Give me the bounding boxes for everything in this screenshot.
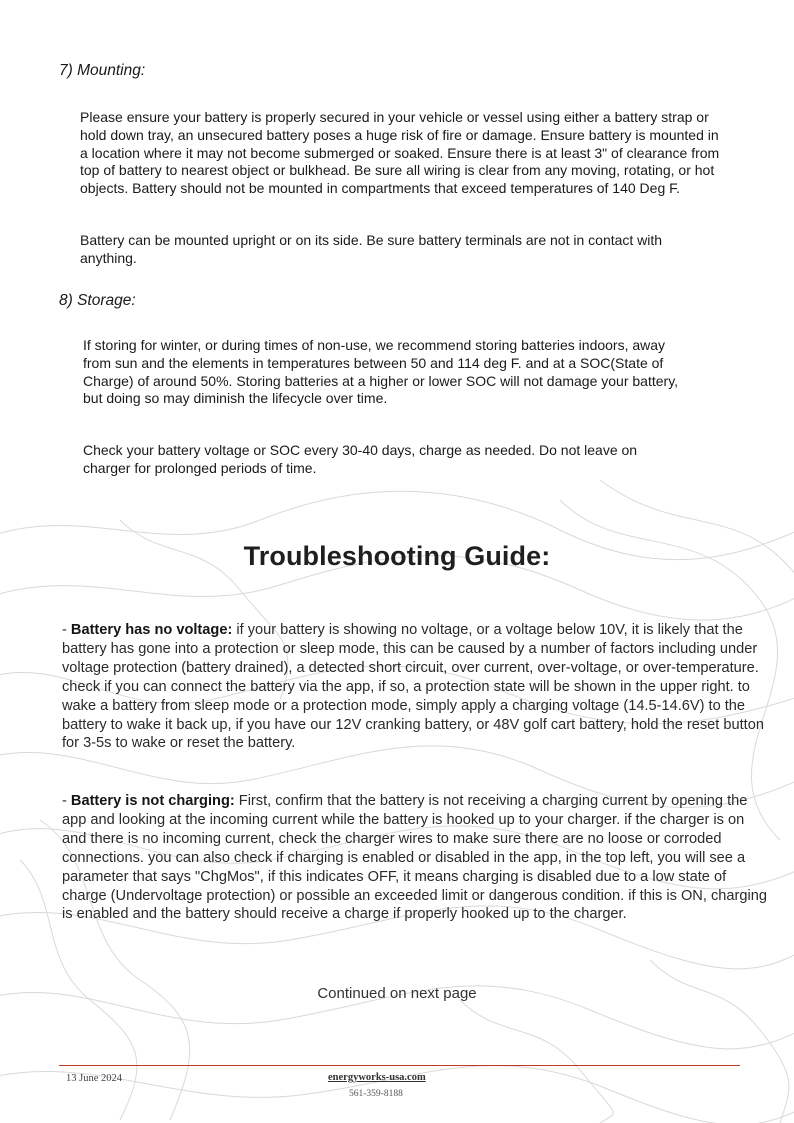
storage-paragraph-1: If storing for winter, or during times of non-use, we recommend storing batteries indoors, away from sun and the elements in temperatures between 50 and 114 deg F. and at a SOC(State of Charge) of around 50%. Storing batteries at a higher or lower SOC will not damage your battery, but doing so may diminish the lifecycle over time. <box>83 337 679 407</box>
mounting-paragraph-2: Battery can be mounted upright or on its side. Be sure battery terminals are not in contact with anything. <box>80 232 663 266</box>
item-text: First, confirm that the battery is not receiving a charging current by opening the app and looking at the incoming current while the battery is hooked up to your charger. if the charger is on and there is no incoming current, check the charger wires to make sure there are no loose or corroded connections. you can also check if charging is enabled or disabled in the app, in the top left, you will see a parameter that says "ChgMos", if this indicates OFF, it means charging is disabled due to a low state of charge (Undervoltage protection) or possible an exceeded limit or dangerous condition. if this is ON, charging is enabled and the battery should receive a charge if properly hooked up to the charger. <box>62 793 767 923</box>
mounting-heading: 7) Mounting: <box>59 62 146 79</box>
troubleshooting-item-no-voltage <box>62 621 770 753</box>
footer-website-link[interactable]: energyworks-usa.com <box>328 1072 426 1083</box>
footer-phone: 561-359-8188 <box>349 1089 403 1099</box>
item-prefix: - <box>62 622 71 638</box>
footer-divider <box>59 1065 740 1066</box>
item-text: if your battery is showing no voltage, or a voltage below 10V, it is likely that the battery has gone into a protection or sleep mode, this can be caused by a number of factors including under voltage protection (battery drained), a detected short circuit, over current, over-voltage, or over-temperature. check if you can connect the battery via the app, if so, a protection state will be shown in the upper right. to wake a battery from sleep mode or a protection mode, simply apply a charging voltage (14.5-14.6V) to the battery to wake it back up, if you have our 12V cranking battery, or 48V golf cart battery, hold the reset button for 3-5s to wake or reset the battery. <box>62 622 764 752</box>
continued-note: Continued on next page <box>317 985 477 1002</box>
storage-heading: 8) Storage: <box>59 292 136 309</box>
footer-date: 13 June 2024 <box>66 1073 122 1084</box>
item-label: Battery is not charging: <box>70 793 235 809</box>
troubleshooting-item-not-charging <box>62 792 770 924</box>
mounting-paragraph-1: Please ensure your battery is properly secured in your vehicle or vessel using either a battery strap or hold down tray, an unsecured battery poses a huge risk of fire or damage. Ensure battery is mounted in a location where it may not become submerged or soaked. Ensure there is at least 3" of clearance from top of battery to nearest object or bulkhead. Be sure all wiring is clear from any moving, rotating, or hot objects. Battery should not be mounted in compartments that exceed temperatures of 140 Deg F. <box>80 109 720 197</box>
troubleshooting-title: Troubleshooting Guide: <box>243 541 551 571</box>
item-prefix: - <box>62 793 71 809</box>
storage-paragraph-2: Check your battery voltage or SOC every 30-40 days, charge as needed. Do not leave on charger for prolonged periods of time. <box>83 442 638 476</box>
item-label: Battery has no voltage: <box>70 622 233 638</box>
